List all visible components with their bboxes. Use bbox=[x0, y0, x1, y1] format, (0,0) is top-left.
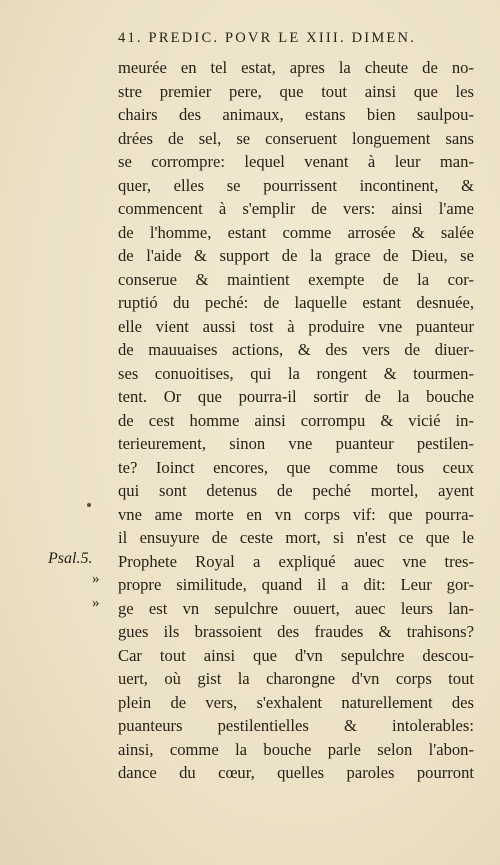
body-text bbox=[118, 56, 474, 785]
text-line: puanteurs pestilentielles & intolerables: bbox=[118, 716, 474, 735]
text-line: ge est vn sepulchre ouuert, auec leurs lan- bbox=[118, 598, 474, 618]
text-line: ainsi, comme la bouche parle selon l'abon- bbox=[118, 739, 474, 759]
text-line: vne ame morte en vn corps vif: que pourra- bbox=[118, 504, 474, 524]
text-line: de mauuaises actions, & des vers de diuer- bbox=[118, 340, 474, 359]
text-line: quer, elles se pourrissent incontinent, & bbox=[118, 175, 474, 195]
text-line: ruptió du peché: de laquelle estant desnuée, bbox=[118, 293, 474, 312]
text-line: terieurement, sinon vne puanteur pestilen- bbox=[118, 434, 474, 453]
text-line: de l'aide & support de la grace de Dieu, se bbox=[118, 246, 474, 265]
text-line: drées de sel, se conseruent longuement sans bbox=[118, 128, 474, 148]
text-line: te? Ioinct encores, que comme tous ceux bbox=[118, 457, 474, 477]
text-line: conserue & maintient exempte de la cor- bbox=[118, 269, 474, 289]
text-line: plein de vers, s'exhalent naturellement des bbox=[118, 692, 474, 712]
text-line: Prophete Royal a expliqué auec vne tres- bbox=[118, 551, 474, 571]
text-line: de cest homme ainsi corrompu & vicié in- bbox=[118, 410, 474, 430]
text-line: meurée en tel estat, apres la cheute de no- bbox=[118, 58, 474, 77]
text-line: elle vient aussi tost à produire vne puanteur bbox=[118, 316, 474, 336]
text-line: commencent à s'emplir de vers: ainsi l'ame bbox=[118, 199, 474, 218]
margin-reference: Psal.5. bbox=[48, 550, 93, 567]
text-line: propre similitude, quand il a dit: Leur gor- bbox=[118, 575, 474, 594]
text-line: gues ils brassoient des fraudes & trahisons? bbox=[118, 622, 474, 641]
text-line: de l'homme, estant comme arrosée & salée bbox=[118, 222, 474, 242]
text-line: chairs des animaux, estans bien saulpou- bbox=[118, 105, 474, 124]
text-line: il ensuyure de ceste mort, si n'est ce que le bbox=[118, 528, 474, 547]
text-line: qui sont detenus de peché mortel, ayent bbox=[118, 481, 474, 500]
text-line: tent. Or que pourra-il sortir de la bouche bbox=[118, 387, 474, 406]
quote-mark-1: » bbox=[92, 571, 100, 587]
text-line: se corrompre: lequel venant à leur man- bbox=[118, 152, 474, 171]
text-line: uert, où gist la charongne d'vn corps tout bbox=[118, 669, 474, 688]
margin-dot bbox=[87, 503, 91, 507]
text-line: ses conuoitises, qui la rongent & tourmen- bbox=[118, 363, 474, 383]
text-line: stre premier pere, que tout ainsi que les bbox=[118, 81, 474, 101]
quote-mark-2: » bbox=[92, 595, 100, 611]
text-line: Car tout ainsi que d'vn sepulchre descou- bbox=[118, 645, 474, 665]
text-line: dance du cœur, quelles paroles pourront bbox=[118, 763, 474, 782]
running-header: 41. PREDIC. POVR LE XIII. DIMEN. bbox=[118, 30, 416, 46]
